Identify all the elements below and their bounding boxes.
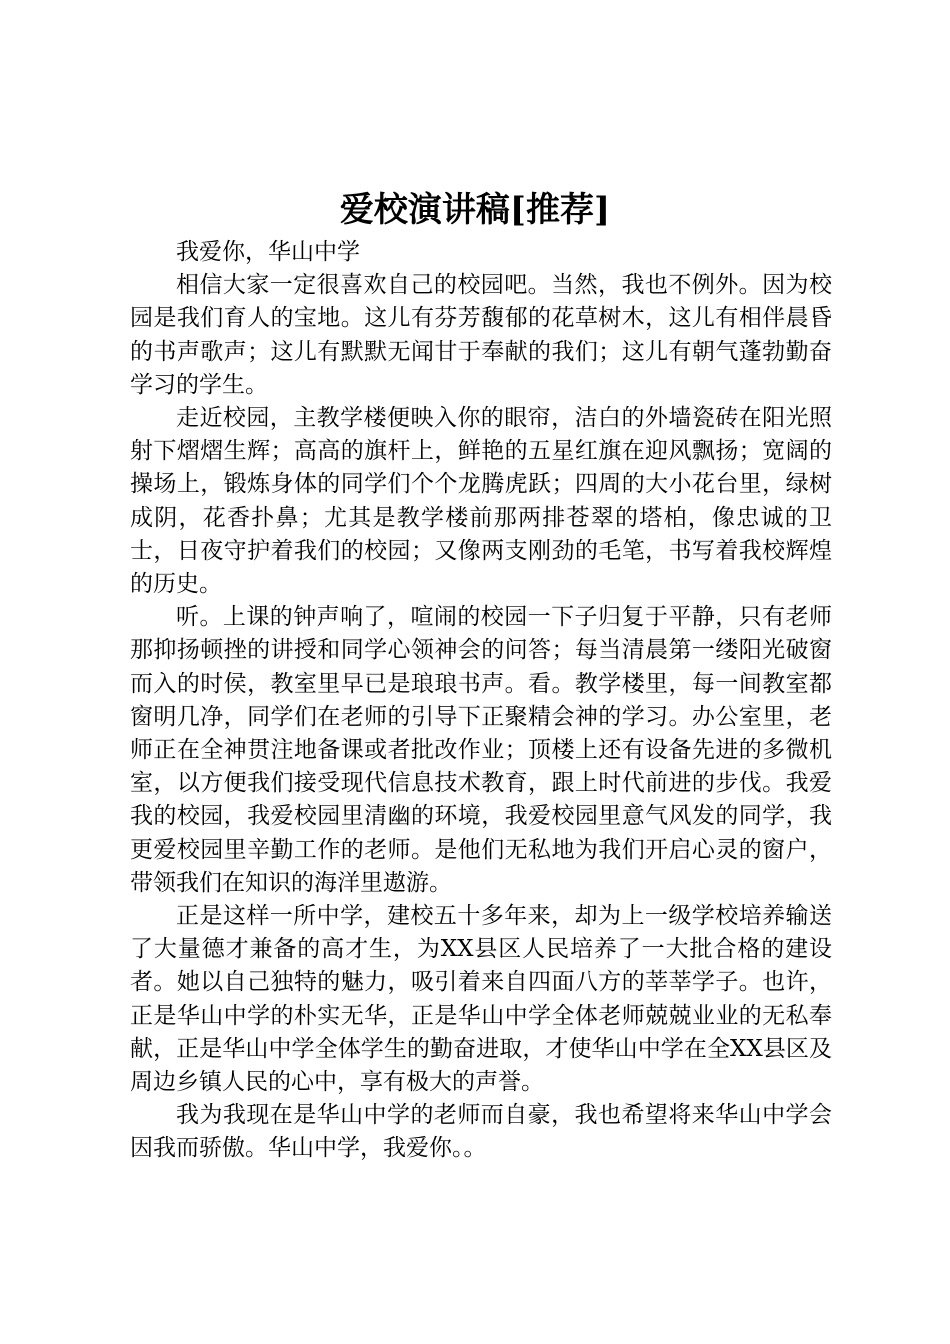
paragraph-campus-study: 听。上课的钟声响了，喧闹的校园一下子归复于平静，只有老师那抑扬顿挫的讲授和同学心领神会的问答；每当清晨第一缕阳光破窗而入的时侯，教室里早已是琅琅书声。看。教学楼里，每一间教室都窗明几净，同学们在老师的引导下正聚精会神的学习。办公室里，老师正在全神贯注地备课或者批改作业；顶楼上还有设备先进的多微机室，以方便我们接受现代信息技术教育，跟上时代前进的步伐。我爱我的校园，我爱校园里清幽的环境，我爱校园里意气风发的同学，我更爱校园里辛勤工作的老师。是他们无私地为我们开启心灵的窗户，带领我们在知识的海洋里遨游。 bbox=[130, 604, 832, 896]
paragraph-school-history: 正是这样一所中学，建校五十多年来，却为上一级学校培养输送了大量德才兼备的高才生，为XX县区人民培养了一大批合格的建设者。她以自己独特的魅力，吸引着来自四面八方的莘莘学子。也许，正是华山中学的朴实无华，正是华山中学全体老师兢兢业业的无私奉献，正是华山中学全体学生的勤奋进取，才使华山中学在全XX县区及周边乡镇人民的心中，享有极大的声誉。 bbox=[130, 903, 832, 1096]
paragraph-campus-scenery: 走近校园，主教学楼便映入你的眼帘，洁白的外墙瓷砖在阳光照射下熠熠生辉；高高的旗杆上，鲜艳的五星红旗在迎风飘扬；宽阔的操场上，锻炼身体的同学们个个龙腾虎跃；四周的大小花台里，绿树成阴，花香扑鼻；尤其是教学楼前那两排苍翠的塔柏，像忠诚的卫士，日夜守护着我们的校园；又像两支刚劲的毛笔，书写着我校辉煌的历史。 bbox=[130, 405, 832, 598]
document-body bbox=[130, 236, 832, 1166]
paragraph-intro: 相信大家一定很喜欢自己的校园吧。当然，我也不例外。因为校园是我们育人的宝地。这儿有芬芳馥郁的花草树木，这儿有相伴晨昏的书声歌声；这儿有默默无闻甘于奉献的我们；这儿有朝气蓬勃勤奋学习的学生。 bbox=[130, 272, 832, 398]
paragraph-salutation: 我爱你，华山中学 bbox=[176, 239, 360, 265]
document-title: 爱校演讲稿[推荐] bbox=[339, 190, 611, 230]
paragraph-closing: 我为我现在是华山中学的老师而自豪，我也希望将来华山中学会因我而骄傲。华山中学，我爱你。。 bbox=[130, 1102, 832, 1162]
